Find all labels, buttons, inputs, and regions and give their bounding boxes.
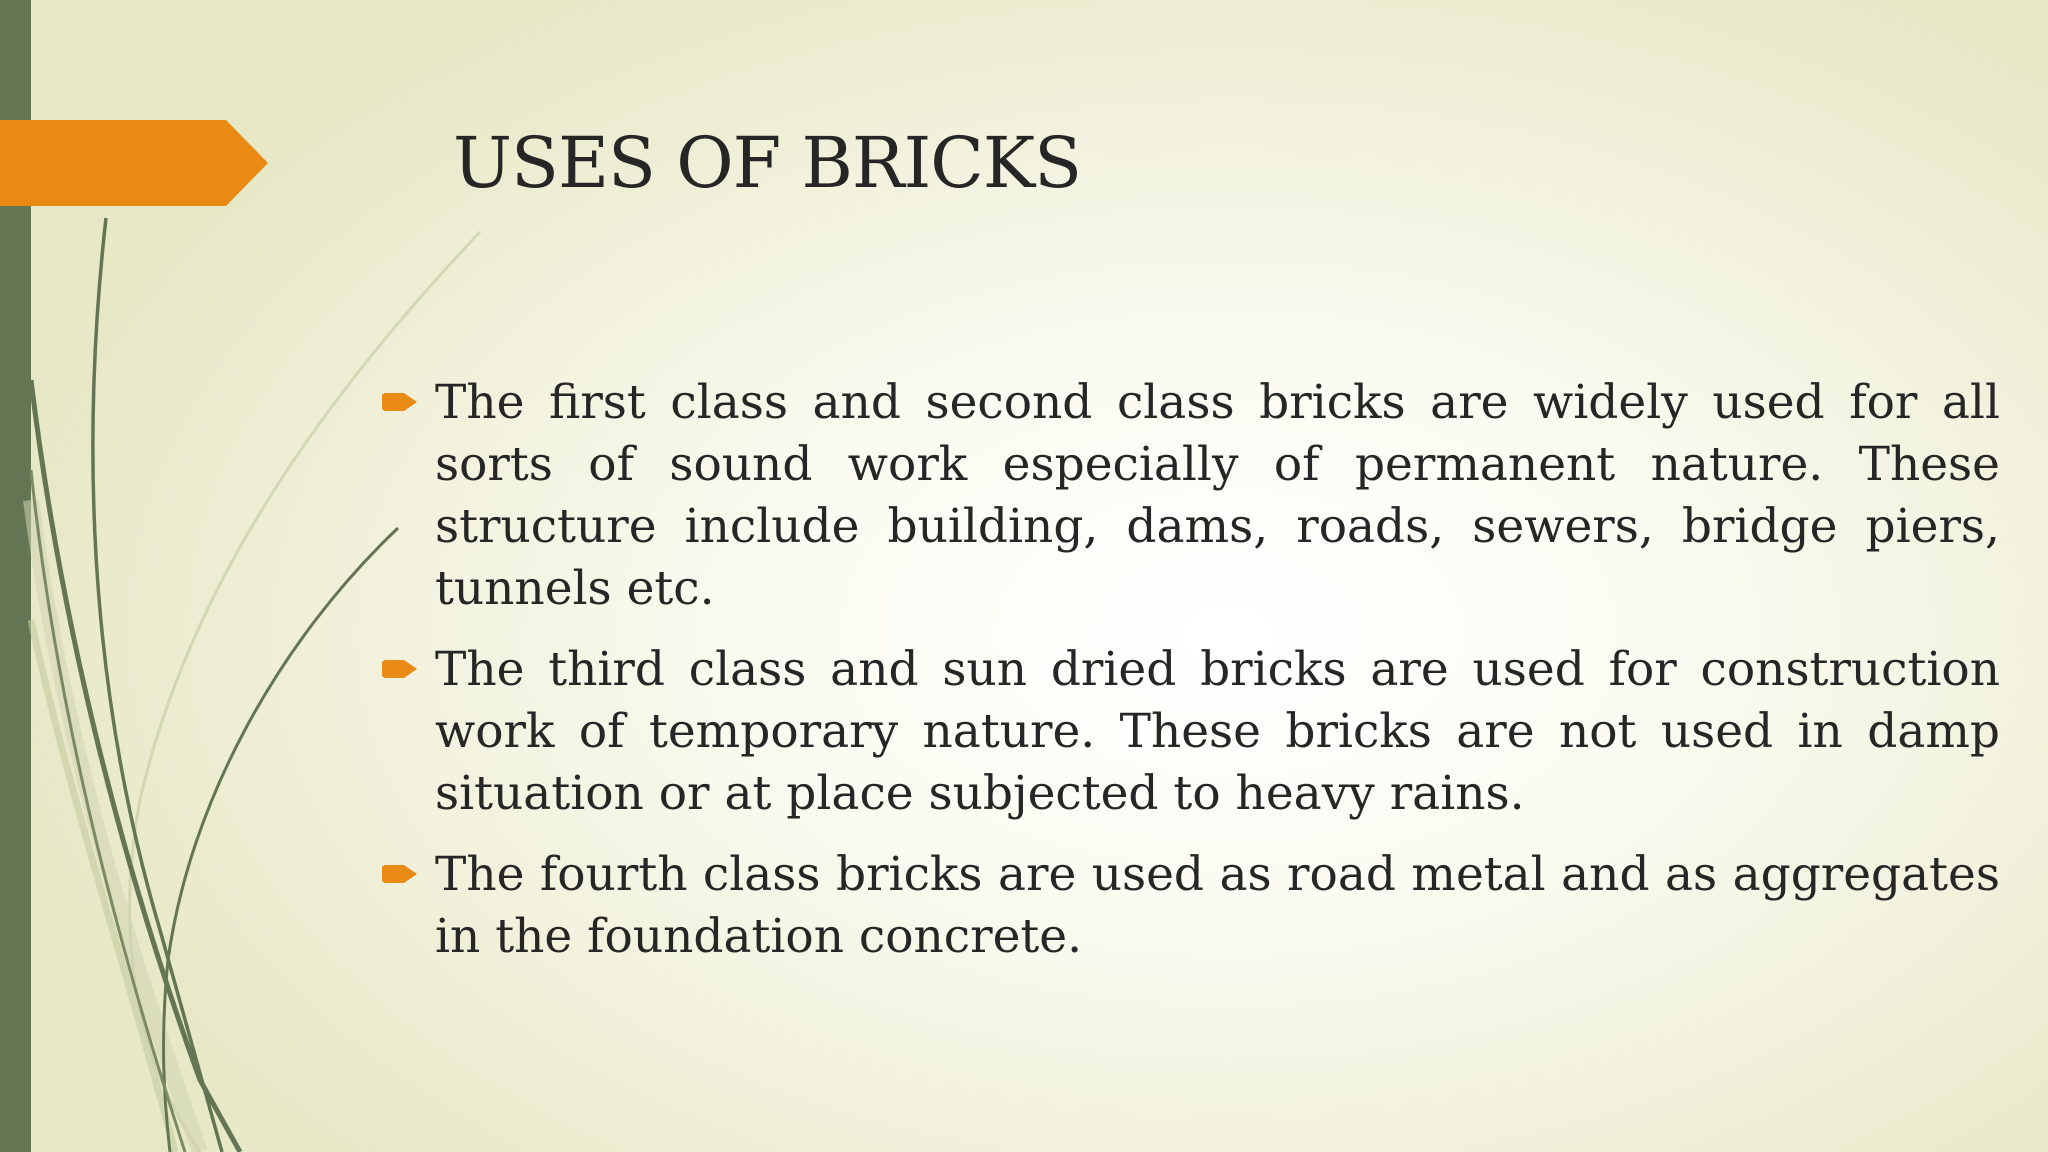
arrow-bullet-icon	[382, 390, 420, 414]
bullet-item	[382, 844, 2000, 968]
grass-blade-pale-3	[31, 620, 175, 1152]
arrow-bullet-icon	[382, 862, 420, 886]
bullet-text: The first class and second class bricks are widely used for all sorts of sound work especially of permanent nature. These structure include building, dams, roads, sewers, bridge piers, tunnels etc.	[435, 375, 2000, 616]
bullet-item	[382, 639, 2000, 825]
title-arrow-shape	[0, 120, 268, 206]
bullet-item	[382, 372, 2000, 620]
grass-blade-pale-2	[31, 500, 200, 1152]
arrow-bullet-icon	[382, 657, 420, 681]
bullet-text: The third class and sun dried bricks are used for construction work of temporary nature. These bricks are not used in damp situation or at place subjected to heavy rains.	[435, 642, 2000, 821]
grass-blade-dark-2	[31, 380, 240, 1152]
bullet-text: The fourth class bricks are used as road metal and as aggregates in the foundation concrete.	[435, 847, 2000, 964]
grass-blade-dark-3	[164, 528, 398, 1152]
bullet-list	[382, 372, 2000, 987]
slide-title: USES OF BRICKS	[453, 122, 1082, 204]
